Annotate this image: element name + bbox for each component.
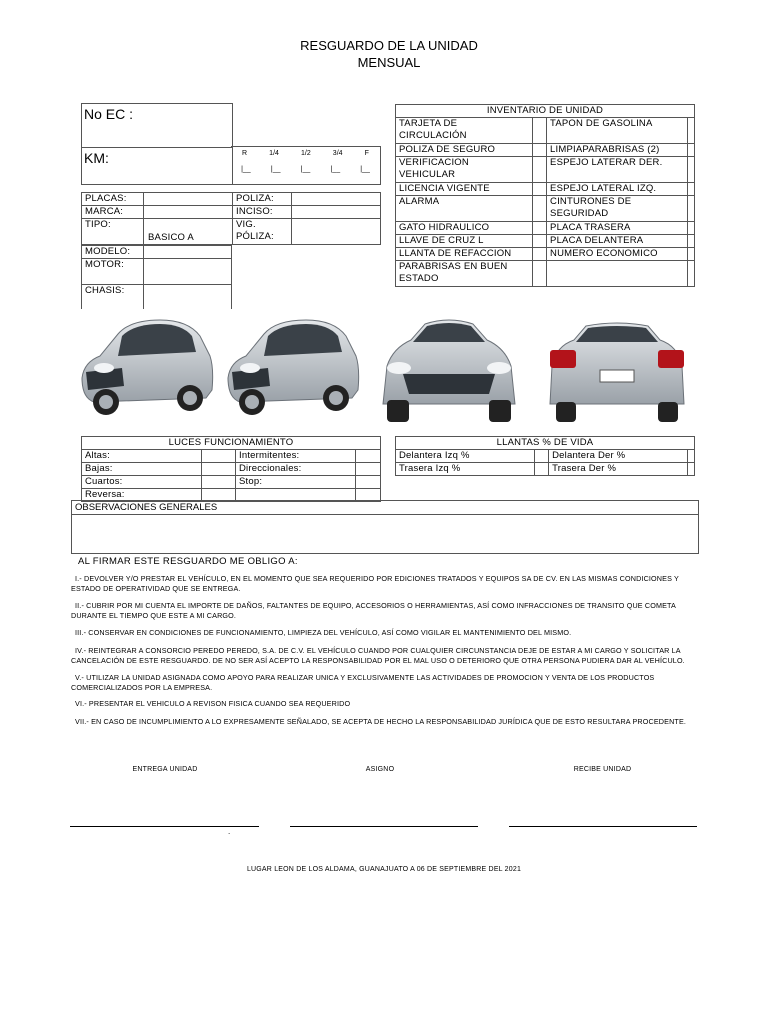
lights-item-check[interactable] xyxy=(202,463,236,476)
inventory-item-label: LICENCIA VIGENTE xyxy=(396,183,533,196)
inventory-item-label: ESPEJO LATERAL IZQ. xyxy=(547,183,688,196)
tipo-field[interactable] xyxy=(144,219,233,245)
lights-item-label: Reversa: xyxy=(82,489,202,502)
lights-row xyxy=(82,476,381,489)
inventory-table xyxy=(395,104,695,287)
inventory-item-label: GATO HIDRAULICO xyxy=(396,222,533,235)
ec-km-box xyxy=(81,103,233,185)
fuel-mark[interactable]: |__ xyxy=(300,166,311,173)
car-image-front xyxy=(373,310,525,426)
lights-item-label: Stop: xyxy=(236,476,356,489)
inventory-item-check[interactable] xyxy=(533,157,547,183)
inventory-item-check[interactable] xyxy=(688,248,695,261)
lights-item-check[interactable] xyxy=(202,450,236,463)
inventory-row xyxy=(396,157,695,183)
ec-label: No EC : xyxy=(84,106,134,122)
fuel-mark[interactable]: |__ xyxy=(360,166,370,173)
page-subtitle: MENSUAL xyxy=(357,55,421,70)
lights-row xyxy=(82,463,381,476)
asigno-signature-line[interactable] xyxy=(290,826,478,827)
inventory-item-check[interactable] xyxy=(533,235,547,248)
inventory-item-label: VERIFICACION VEHICULAR xyxy=(396,157,533,183)
tipo-value: BASICO A xyxy=(148,232,194,243)
tires-item-label: Trasera Der % xyxy=(549,463,688,476)
clause-2: II.- CUBRIR POR MI CUENTA EL IMPORTE DE DAÑOS, FALTANTES DE EQUIPO, ACCESORIOS O HERRAMIENTAS, ASÍ COMO INFRACCIONES DE TRANSITO QUE COMETA DURANTE EL TIEMPO QUE ESTE A MI CARGO. xyxy=(71,601,676,620)
inventory-item-check[interactable] xyxy=(688,118,695,144)
tires-row xyxy=(396,450,695,463)
car-image-front-left-2 xyxy=(224,306,362,424)
placas-label: PLACAS: xyxy=(82,193,144,206)
inventory-item-label: LIMPIAPARABRISAS (2) xyxy=(547,144,688,157)
clause-1: I.- DEVOLVER Y/O PRESTAR EL VEHÍCULO, EN EL MOMENTO QUE SEA REQUERIDO POR EDICIONES TRATADOS Y EQUIPOS SA DE CV. EN LAS MISMAS CONDICIONES Y ESTADO DE OPERATIVIDAD QUE SE ENTREGA. xyxy=(71,574,679,593)
fuel-gauge-box xyxy=(231,146,381,185)
km-label: KM: xyxy=(84,150,109,166)
tires-item-check[interactable] xyxy=(688,450,695,463)
chasis-label: CHASIS: xyxy=(82,285,144,309)
poliza-field[interactable] xyxy=(292,193,381,206)
fuel-mark[interactable]: |__ xyxy=(330,166,341,173)
fuel-level-three-quarter: 3/4 xyxy=(332,150,343,157)
tipo-label: TIPO: xyxy=(82,219,144,245)
inventory-item-check[interactable] xyxy=(688,183,695,196)
marca-field[interactable] xyxy=(144,206,233,219)
page-title: RESGUARDO DE LA UNIDAD xyxy=(300,38,478,53)
inventory-item-check[interactable] xyxy=(688,157,695,183)
fuel-mark[interactable]: |__ xyxy=(270,166,281,173)
recibe-label: RECIBE UNIDAD xyxy=(573,766,632,773)
clause-5: V.- UTILIZAR LA UNIDAD ASIGNADA COMO APOYO PARA REALIZAR UNICA Y EXCLUSIVAMENTE LAS ACTIVIDADES DE PROMOCION Y VENTA DE LOS PRODUCTOS COMERCIALIZADOS POR LA EMPRESA. xyxy=(71,673,655,692)
fuel-mark[interactable]: |__ xyxy=(241,166,251,173)
inventory-item-check[interactable] xyxy=(533,196,547,222)
inventory-item-check[interactable] xyxy=(688,196,695,222)
fuel-level-full: F xyxy=(364,150,369,157)
inventory-item-check[interactable] xyxy=(533,183,547,196)
signature-dot: . xyxy=(228,827,231,836)
fuel-level-quarter: 1/4 xyxy=(269,150,279,157)
observations-title: OBSERVACIONES GENERALES xyxy=(72,501,698,515)
inventory-item-label: NUMERO ECONOMICO xyxy=(547,248,688,261)
inventory-item-label: POLIZA DE SEGURO xyxy=(396,144,533,157)
inventory-item-check[interactable] xyxy=(533,118,547,144)
lights-item-label: Direccionales: xyxy=(236,463,356,476)
lights-row xyxy=(82,450,381,463)
clause-6: VI.- PRESENTAR EL VEHICULO A REVISON FISICA CUANDO SEA REQUERIDO xyxy=(75,699,351,708)
tires-item-check[interactable] xyxy=(688,463,695,476)
fuel-level-half: 1/2 xyxy=(300,150,311,157)
lights-item-check[interactable] xyxy=(202,476,236,489)
inventory-item-check[interactable] xyxy=(533,261,547,287)
inventory-title: INVENTARIO DE UNIDAD xyxy=(396,105,695,118)
inventory-item-check[interactable] xyxy=(688,144,695,157)
motor-field[interactable] xyxy=(144,259,232,285)
inventory-item-label: PLACA TRASERA xyxy=(547,222,688,235)
inventory-item-check[interactable] xyxy=(688,222,695,235)
inciso-field[interactable] xyxy=(292,206,381,219)
inventory-row xyxy=(396,118,695,144)
inventory-item-label xyxy=(547,261,688,287)
vigencia-field[interactable] xyxy=(292,219,381,245)
lights-item-check[interactable] xyxy=(356,463,381,476)
poliza-label: POLIZA: xyxy=(233,193,292,206)
inventory-item-label: LLAVE DE CRUZ L xyxy=(396,235,533,248)
tires-row xyxy=(396,463,695,476)
inventory-row xyxy=(396,235,695,248)
inventory-item-label: PARABRISAS EN BUEN ESTADO xyxy=(396,261,533,287)
obligations-intro: AL FIRMAR ESTE RESGUARDO ME OBLIGO A: xyxy=(78,556,298,567)
modelo-field[interactable] xyxy=(144,246,232,259)
tires-item-label: Trasera Izq % xyxy=(396,463,535,476)
lights-item-label: Bajas: xyxy=(82,463,202,476)
observations-box[interactable] xyxy=(71,500,699,554)
recibe-signature-line[interactable] xyxy=(509,826,697,827)
lights-item-check[interactable] xyxy=(356,450,381,463)
lights-item-check[interactable] xyxy=(356,476,381,489)
asigno-label: ASIGNO xyxy=(365,766,395,773)
inventory-row xyxy=(396,261,695,287)
lights-item-label: Cuartos: xyxy=(82,476,202,489)
inventory-item-label: PLACA DELANTERA xyxy=(547,235,688,248)
modelo-label: MODELO: xyxy=(82,246,144,259)
tires-item-check[interactable] xyxy=(534,450,548,463)
vehicle-data-table xyxy=(81,192,381,245)
engine-data-table xyxy=(81,245,232,309)
inventory-item-label: LLANTA DE REFACCION xyxy=(396,248,533,261)
inventory-row xyxy=(396,183,695,196)
entrega-signature-line[interactable] xyxy=(70,826,259,827)
inventory-item-label: CINTURONES DE SEGURIDAD xyxy=(547,196,688,222)
marca-label: MARCA: xyxy=(82,206,144,219)
car-image-rear xyxy=(542,316,692,426)
fuel-level-r: R xyxy=(242,150,248,157)
inventory-item-check[interactable] xyxy=(533,248,547,261)
lights-item-label: Intermitentes: xyxy=(236,450,356,463)
tires-item-label: Delantera Der % xyxy=(549,450,688,463)
inciso-label: INCISO: xyxy=(233,206,292,219)
vigencia-label: VIG. PÓLIZA: xyxy=(233,219,292,245)
footer-place-date: LUGAR LEON DE LOS ALDAMA, GUANAJUATO A 06 DE SEPTIEMBRE DEL 2021 xyxy=(246,866,522,873)
inventory-row xyxy=(396,222,695,235)
motor-label: MOTOR: xyxy=(82,259,144,285)
clause-3: III.- CONSERVAR EN CONDICIONES DE FUNCIONAMIENTO, LIMPIEZA DEL VEHÍCULO, ASÍ COMO VIGILAR EL MANTENIMIENTO DEL MISMO. xyxy=(75,628,572,637)
clause-4: IV.- REINTEGRAR A CONSORCIO PEREDO PEREDO, S.A. DE C.V. EL VEHÍCULO CUANDO POR CUALQUIER CIRCUNSTANCIA DEJE DE ESTAR A MI CARGO Y SOLICITAR LA CANCELACIÓN DE ESTE RESGUARDO. DE NO SER ASÍ ACEPTO LA RESPONSABILIDAD POR EL MAL USO O DETERIORO QUE OTRA PERSONA PUDIERA DAR AL VEHÍCULO. xyxy=(71,646,685,665)
car-image-front-left xyxy=(78,306,216,424)
tires-table xyxy=(395,436,695,476)
inventory-item-label: ALARMA xyxy=(396,196,533,222)
clause-7: VII.- EN CASO DE INCUMPLIMIENTO A LO EXPRESAMENTE SEÑALADO, SE ACEPTA DE HECHO LA RESPONSABILIDAD JURÍDICA QUE DE ESTO RESULTARA PROCEDENTE. xyxy=(75,717,687,726)
inventory-item-label: TARJETA DE CIRCULACIÓN xyxy=(396,118,533,144)
inventory-item-check[interactable] xyxy=(533,222,547,235)
inventory-item-label: ESPEJO LATERAR DER. xyxy=(547,157,688,183)
inventory-row xyxy=(396,248,695,261)
placas-field[interactable] xyxy=(144,193,233,206)
inventory-row xyxy=(396,196,695,222)
entrega-label: ENTREGA UNIDAD xyxy=(132,766,198,773)
lights-item-label: Altas: xyxy=(82,450,202,463)
inventory-item-check[interactable] xyxy=(688,261,695,287)
tires-item-label: Delantera Izq % xyxy=(396,450,535,463)
lights-title: LUCES FUNCIONAMIENTO xyxy=(82,437,381,450)
tires-item-check[interactable] xyxy=(534,463,548,476)
chasis-field[interactable] xyxy=(144,285,232,309)
inventory-row xyxy=(396,144,695,157)
inventory-item-label: TAPON DE GASOLINA xyxy=(547,118,688,144)
inventory-item-check[interactable] xyxy=(688,235,695,248)
tires-title: LLANTAS % DE VIDA xyxy=(396,437,695,450)
lights-table xyxy=(81,436,381,502)
inventory-item-check[interactable] xyxy=(533,144,547,157)
